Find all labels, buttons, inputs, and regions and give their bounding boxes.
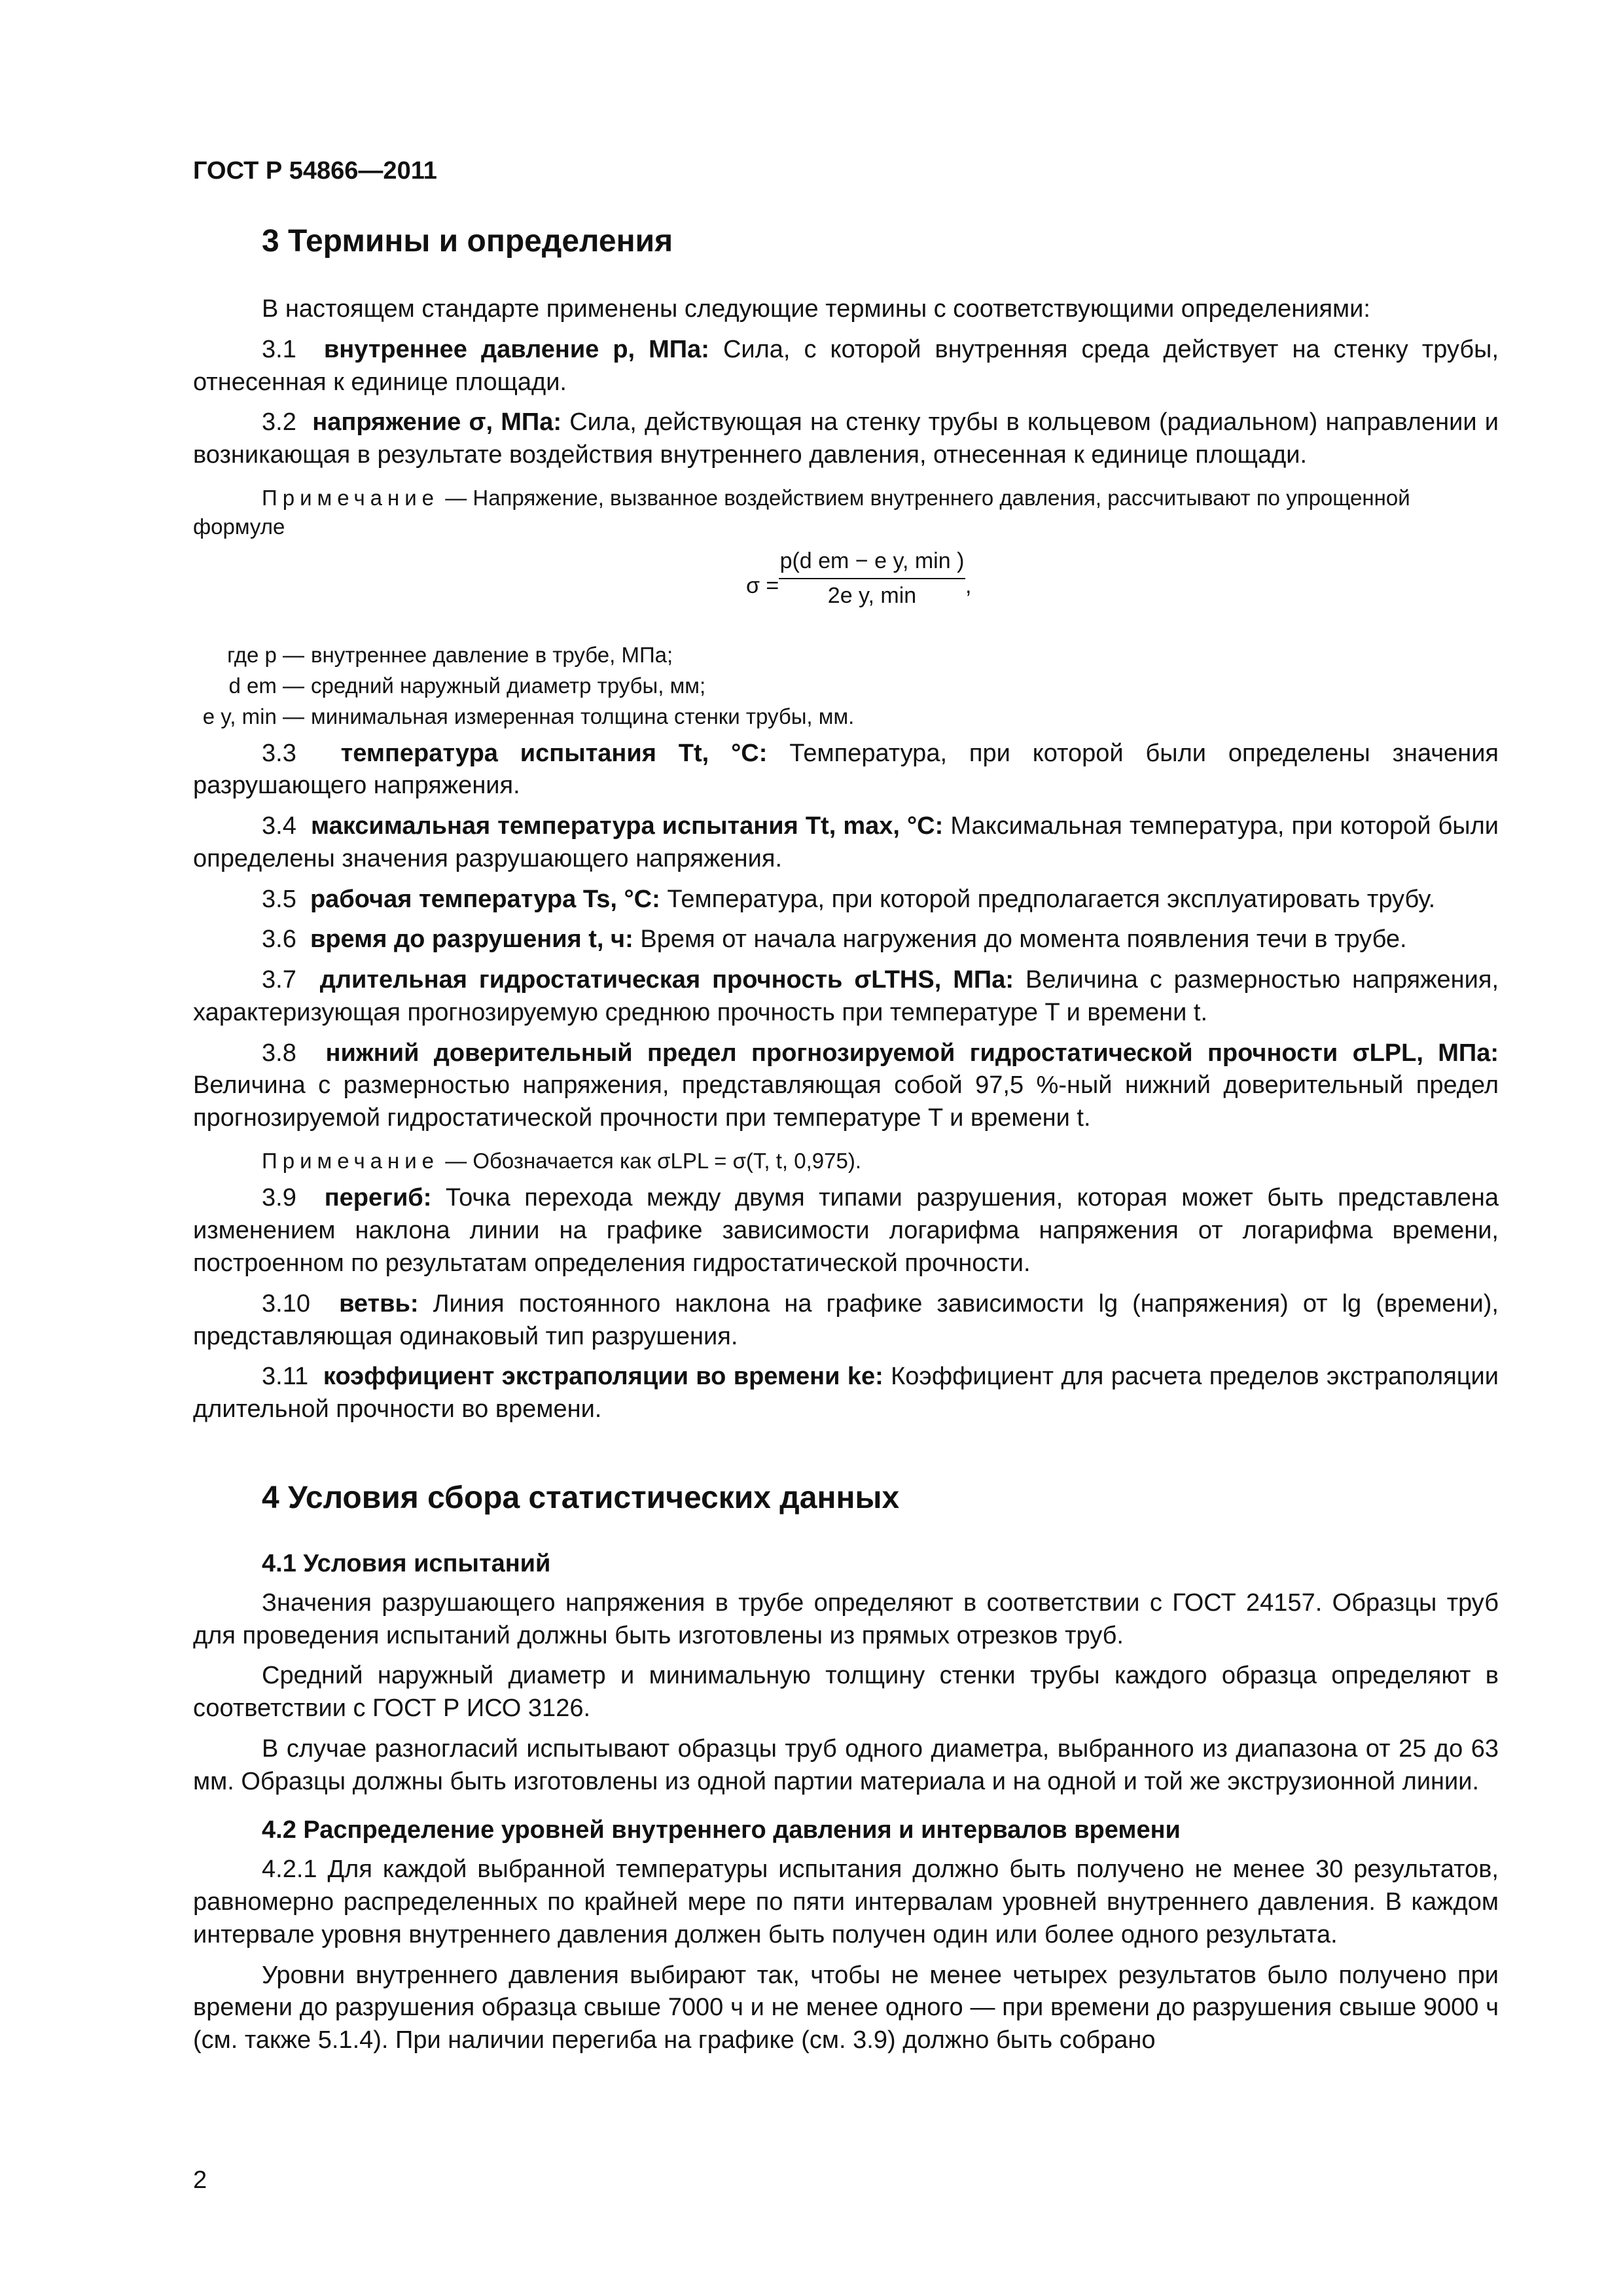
subsection-4-1-title: 4.1 Условия испытаний (262, 1549, 551, 1577)
paragraph-4-2-2: Уровни внутреннего давления выбирают так, чтобы не менее четырех результатов было получено при времени до разрушения образца свыше 7000 ч и не менее одного — при времени до разрушения свыше 9000 ч (см. также 5.1.4). При наличии перегиба на графике (см. 3.9) должно быть собрано (193, 1961, 1499, 2054)
term-3-3: 3.3 температура испытания Tt, °C: Температура, при которой были определены значения разрушающего напряжения. (193, 739, 1499, 800)
legend-row: d em — средний наружный диаметр трубы, мм; (228, 673, 706, 698)
document-header: ГОСТ Р 54866—2011 (193, 157, 437, 185)
section-3-title: 3 Термины и определения (262, 224, 673, 259)
term-3-1: 3.1 внутреннее давление p, МПа: Сила, с которой внутренняя среда действует на стенку трубы, отнесенная к единице площади. (193, 335, 1499, 396)
formula-numerator: p(d em − e y, min ) (779, 548, 965, 579)
term-3-6: 3.6 время до разрушения t, ч: Время от начала нагружения до момента появления течи в трубе. (262, 925, 1407, 954)
section-3-intro: В настоящем стандарте применены следующие термины с соответствующими определениями: (262, 295, 1370, 323)
note-1: Примечание — Напряжение, вызванное воздействием внутреннего давления, рассчитывают по упрощенной формуле (193, 485, 1410, 539)
stress-formula: σ = p(d em − e y, min ) 2e y, min , (746, 548, 972, 608)
term-3-8: 3.8 нижний доверительный предел прогнозируемой гидростатической прочности σLPL, МПа: Величина с размерностью напряжения, представляющая собой 97,5 %-ный нижний доверительный предел прогнозируемой гидростатической прочности при температуре T и времени t. (193, 1039, 1499, 1132)
note-2: Примечание — Обозначается как σLPL = σ(T, t, 0,975). (262, 1148, 862, 1173)
term-3-10: 3.10 ветвь: Линия постоянного наклона на графике зависимости lg (напряжения) от lg (времени), представляющая одинаковый тип разрушения. (193, 1289, 1499, 1350)
term-3-2: 3.2 напряжение σ, МПа: Сила, действующая на стенку трубы в кольцевом (радиальном) направлении и возникающая в результате воздействия внутреннего давления, отнесенная к единице площади. (193, 408, 1499, 469)
legend-row: где p — внутреннее давление в трубе, МПа; (227, 642, 673, 667)
page-number: 2 (193, 2166, 207, 2194)
paragraph-4-1-1: Значения разрушающего напряжения в трубе определяют в соответствии с ГОСТ 24157. Образцы труб для проведения испытаний должны быть изготовлены из прямых отрезков труб. (193, 1588, 1499, 1649)
document-page (193, 157, 1499, 2065)
term-3-7: 3.7 длительная гидростатическая прочность σLTHS, МПа: Величина с размерностью напряжения, характеризующая прогнозируемую среднюю прочность при температуре T и времени t. (193, 966, 1499, 1026)
term-3-4: 3.4 максимальная температура испытания Tt, max, °C: Максимальная температура, при которой были определены значения разрушающего напряжения. (193, 812, 1499, 872)
term-3-9: 3.9 перегиб: Точка перехода между двумя типами разрушения, которая может быть представлена изменением наклона линии на графике зависимости логарифма напряжения от логарифма времени, построенном по результатам определения гидростатической прочности. (193, 1184, 1499, 1277)
paragraph-4-2-1: 4.2.1 Для каждой выбранной температуры испытания должно быть получено не менее 30 результатов, равномерно распределенных по крайней мере по пяти интервалам уровней внутреннего давления. В каждом интервале уровня внутреннего давления должен быть получен один или более одного результата. (193, 1856, 1499, 1948)
paragraph-4-1-3: В случае разногласий испытывают образцы труб одного диаметра, выбранного из диапазона от 25 до 63 мм. Образцы должны быть изготовлены из одной партии материала и на одной и той же экструзионной линии. (193, 1734, 1499, 1795)
formula-legend (193, 640, 1499, 732)
formula-denominator: 2e y, min (827, 583, 917, 608)
term-3-11: 3.11 коэффициент экстраполяции во времени ke: Коэффициент для расчета пределов экстраполяции длительной прочности во времени. (193, 1363, 1499, 1424)
legend-row: e y, min — минимальная измеренная толщина стенки трубы, мм. (202, 704, 855, 728)
paragraph-4-1-2: Средний наружный диаметр и минимальную толщину стенки трубы каждого образца определяют в соответствии с ГОСТ Р ИСО 3126. (193, 1662, 1499, 1723)
term-3-5: 3.5 рабочая температура Ts, °C: Температура, при которой предполагается эксплуатировать трубу. (262, 885, 1436, 913)
section-4-title: 4 Условия сбора статистических данных (262, 1480, 900, 1515)
subsection-4-2-title: 4.2 Распределение уровней внутреннего давления и интервалов времени (262, 1816, 1181, 1844)
